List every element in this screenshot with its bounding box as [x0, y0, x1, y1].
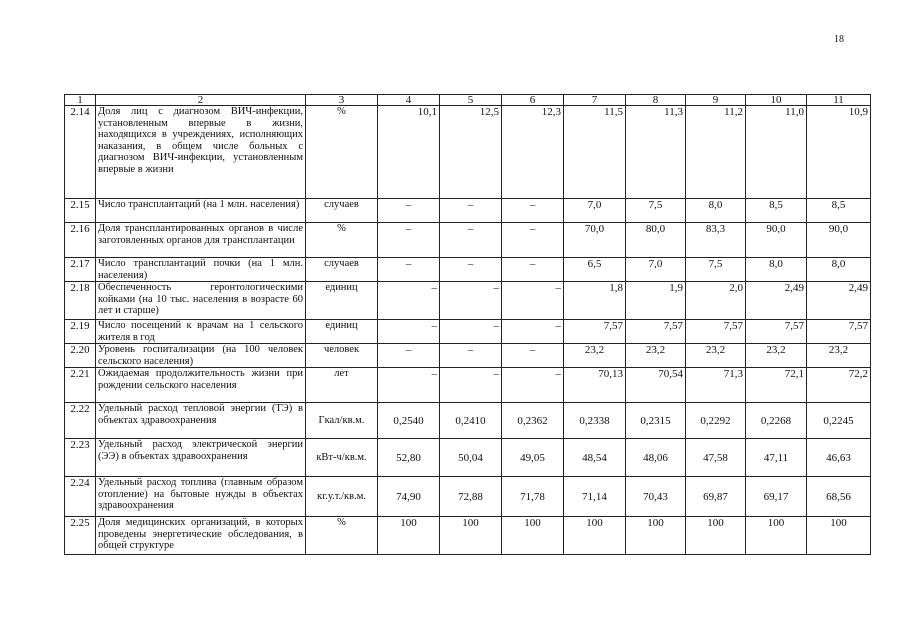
header-cell: 8: [626, 95, 686, 106]
value-cell: –: [502, 368, 564, 403]
value-cell: 72,1: [746, 368, 807, 403]
value-cell: –: [502, 199, 564, 223]
row-number: 2.18: [65, 282, 96, 320]
value-cell: –: [440, 344, 502, 368]
value-cell: 8,5: [746, 199, 807, 223]
value-cell: –: [440, 258, 502, 282]
table-row: [65, 344, 871, 368]
value-cell: 47,11: [746, 439, 807, 477]
value-cell: 12,5: [440, 106, 502, 199]
indicators-table: [64, 94, 871, 555]
value-cell: 49,05: [502, 439, 564, 477]
value-cell: 7,0: [564, 199, 626, 223]
indicator-name: Число посещений к врачам на 1 сельского жителя в год: [96, 320, 306, 344]
value-cell: 71,3: [686, 368, 746, 403]
unit-cell: единиц: [306, 320, 378, 344]
header-cell: 7: [564, 95, 626, 106]
unit-cell: человек: [306, 344, 378, 368]
value-cell: 100: [378, 517, 440, 555]
value-cell: 0,2268: [746, 403, 807, 439]
value-cell: –: [502, 344, 564, 368]
value-cell: –: [378, 344, 440, 368]
unit-cell: кВт-ч/кв.м.: [306, 439, 378, 477]
value-cell: 8,5: [807, 199, 871, 223]
value-cell: 11,3: [626, 106, 686, 199]
row-number: 2.23: [65, 439, 96, 477]
value-cell: 71,14: [564, 477, 626, 517]
header-cell: 10: [746, 95, 807, 106]
value-cell: 0,2292: [686, 403, 746, 439]
value-cell: 7,5: [686, 258, 746, 282]
table-row: [65, 223, 871, 258]
value-cell: 8,0: [807, 258, 871, 282]
value-cell: 47,58: [686, 439, 746, 477]
value-cell: 0,2540: [378, 403, 440, 439]
value-cell: –: [378, 320, 440, 344]
value-cell: 100: [440, 517, 502, 555]
value-cell: 69,17: [746, 477, 807, 517]
value-cell: –: [378, 282, 440, 320]
row-number: 2.19: [65, 320, 96, 344]
row-number: 2.14: [65, 106, 96, 199]
value-cell: 1,9: [626, 282, 686, 320]
value-cell: 23,2: [746, 344, 807, 368]
table-row: [65, 517, 871, 555]
value-cell: 100: [564, 517, 626, 555]
value-cell: –: [502, 223, 564, 258]
value-cell: 12,3: [502, 106, 564, 199]
value-cell: 70,13: [564, 368, 626, 403]
unit-cell: лет: [306, 368, 378, 403]
header-cell: 9: [686, 95, 746, 106]
value-cell: –: [440, 223, 502, 258]
header-row: [65, 95, 871, 106]
value-cell: –: [440, 320, 502, 344]
value-cell: –: [502, 258, 564, 282]
value-cell: 11,5: [564, 106, 626, 199]
value-cell: 100: [626, 517, 686, 555]
value-cell: 0,2245: [807, 403, 871, 439]
header-cell: 5: [440, 95, 502, 106]
value-cell: 100: [807, 517, 871, 555]
header-cell: 6: [502, 95, 564, 106]
table-row: [65, 368, 871, 403]
value-cell: 83,3: [686, 223, 746, 258]
value-cell: 23,2: [686, 344, 746, 368]
header-cell: 2: [96, 95, 306, 106]
table-row: [65, 199, 871, 223]
indicator-name: Число трансплантаций почки (на 1 млн. населения): [96, 258, 306, 282]
value-cell: 46,63: [807, 439, 871, 477]
value-cell: 69,87: [686, 477, 746, 517]
unit-cell: Гкал/кв.м.: [306, 403, 378, 439]
value-cell: 0,2362: [502, 403, 564, 439]
table-row: [65, 320, 871, 344]
value-cell: –: [378, 223, 440, 258]
value-cell: 71,78: [502, 477, 564, 517]
indicator-name: Удельный расход тепловой энергии (ТЭ) в объектах здравоохранения: [96, 403, 306, 439]
value-cell: 68,56: [807, 477, 871, 517]
page-number: 18: [834, 34, 844, 45]
value-cell: 23,2: [807, 344, 871, 368]
row-number: 2.22: [65, 403, 96, 439]
value-cell: –: [440, 282, 502, 320]
value-cell: –: [440, 368, 502, 403]
value-cell: 0,2315: [626, 403, 686, 439]
header-cell: 4: [378, 95, 440, 106]
table-row: [65, 403, 871, 439]
value-cell: 7,57: [626, 320, 686, 344]
table-row: [65, 477, 871, 517]
value-cell: 7,57: [686, 320, 746, 344]
unit-cell: случаев: [306, 199, 378, 223]
value-cell: –: [440, 199, 502, 223]
indicator-name: Доля медицинских организаций, в которых проведены энергетические обследования, в общей структуре: [96, 517, 306, 555]
value-cell: 72,88: [440, 477, 502, 517]
row-number: 2.20: [65, 344, 96, 368]
value-cell: 50,04: [440, 439, 502, 477]
value-cell: 11,2: [686, 106, 746, 199]
value-cell: 8,0: [746, 258, 807, 282]
value-cell: 7,57: [746, 320, 807, 344]
value-cell: 6,5: [564, 258, 626, 282]
value-cell: 0,2338: [564, 403, 626, 439]
value-cell: 7,0: [626, 258, 686, 282]
header-cell: 1: [65, 95, 96, 106]
value-cell: 2,0: [686, 282, 746, 320]
value-cell: 7,57: [807, 320, 871, 344]
indicator-name: Удельный расход топлива (главным образом отопление) на бытовые нужды в объектах здравоохранения: [96, 477, 306, 517]
indicator-name: Ожидаемая продолжительность жизни при рождении сельского населения: [96, 368, 306, 403]
value-cell: 52,80: [378, 439, 440, 477]
header-cell: 3: [306, 95, 378, 106]
value-cell: 70,54: [626, 368, 686, 403]
value-cell: 70,0: [564, 223, 626, 258]
value-cell: 0,2410: [440, 403, 502, 439]
row-number: 2.21: [65, 368, 96, 403]
indicator-name: Число трансплантаций (на 1 млн. населения): [96, 199, 306, 223]
table-row: [65, 258, 871, 282]
value-cell: 100: [502, 517, 564, 555]
unit-cell: кг.у.т./кв.м.: [306, 477, 378, 517]
row-number: 2.25: [65, 517, 96, 555]
value-cell: 2,49: [807, 282, 871, 320]
value-cell: 100: [746, 517, 807, 555]
value-cell: 90,0: [807, 223, 871, 258]
value-cell: –: [502, 320, 564, 344]
row-number: 2.15: [65, 199, 96, 223]
value-cell: 48,06: [626, 439, 686, 477]
table-row: [65, 282, 871, 320]
value-cell: –: [502, 282, 564, 320]
unit-cell: %: [306, 223, 378, 258]
value-cell: 80,0: [626, 223, 686, 258]
unit-cell: единиц: [306, 282, 378, 320]
value-cell: 10,1: [378, 106, 440, 199]
indicator-name: Доля трансплантированных органов в числе заготовленных органов для трансплантации: [96, 223, 306, 258]
unit-cell: %: [306, 517, 378, 555]
value-cell: 10,9: [807, 106, 871, 199]
row-number: 2.16: [65, 223, 96, 258]
value-cell: –: [378, 258, 440, 282]
value-cell: 23,2: [564, 344, 626, 368]
value-cell: 11,0: [746, 106, 807, 199]
indicator-name: Обеспеченность геронтологическими койками (на 10 тыс. населения в возрасте 60 лет и старше): [96, 282, 306, 320]
table-row: [65, 106, 871, 199]
indicator-name: Уровень госпитализации (на 100 человек сельского населения): [96, 344, 306, 368]
indicator-name: Удельный расход электрической энергии (ЭЭ) в объектах здравоохранения: [96, 439, 306, 477]
value-cell: 2,49: [746, 282, 807, 320]
value-cell: 100: [686, 517, 746, 555]
value-cell: 7,57: [564, 320, 626, 344]
row-number: 2.24: [65, 477, 96, 517]
value-cell: 72,2: [807, 368, 871, 403]
value-cell: 74,90: [378, 477, 440, 517]
header-cell: 11: [807, 95, 871, 106]
value-cell: –: [378, 368, 440, 403]
value-cell: 8,0: [686, 199, 746, 223]
value-cell: –: [378, 199, 440, 223]
value-cell: 70,43: [626, 477, 686, 517]
value-cell: 1,8: [564, 282, 626, 320]
value-cell: 23,2: [626, 344, 686, 368]
unit-cell: %: [306, 106, 378, 199]
value-cell: 7,5: [626, 199, 686, 223]
unit-cell: случаев: [306, 258, 378, 282]
value-cell: 90,0: [746, 223, 807, 258]
table-row: [65, 439, 871, 477]
value-cell: 48,54: [564, 439, 626, 477]
indicator-name: Доля лиц с диагнозом ВИЧ-инфекции, установленным впервые в жизни, находящихся в учреждениях, исполняющих наказания, в общем числе больных с диагнозом ВИЧ-инфекции, установленным впервые в жизни: [96, 106, 306, 199]
row-number: 2.17: [65, 258, 96, 282]
